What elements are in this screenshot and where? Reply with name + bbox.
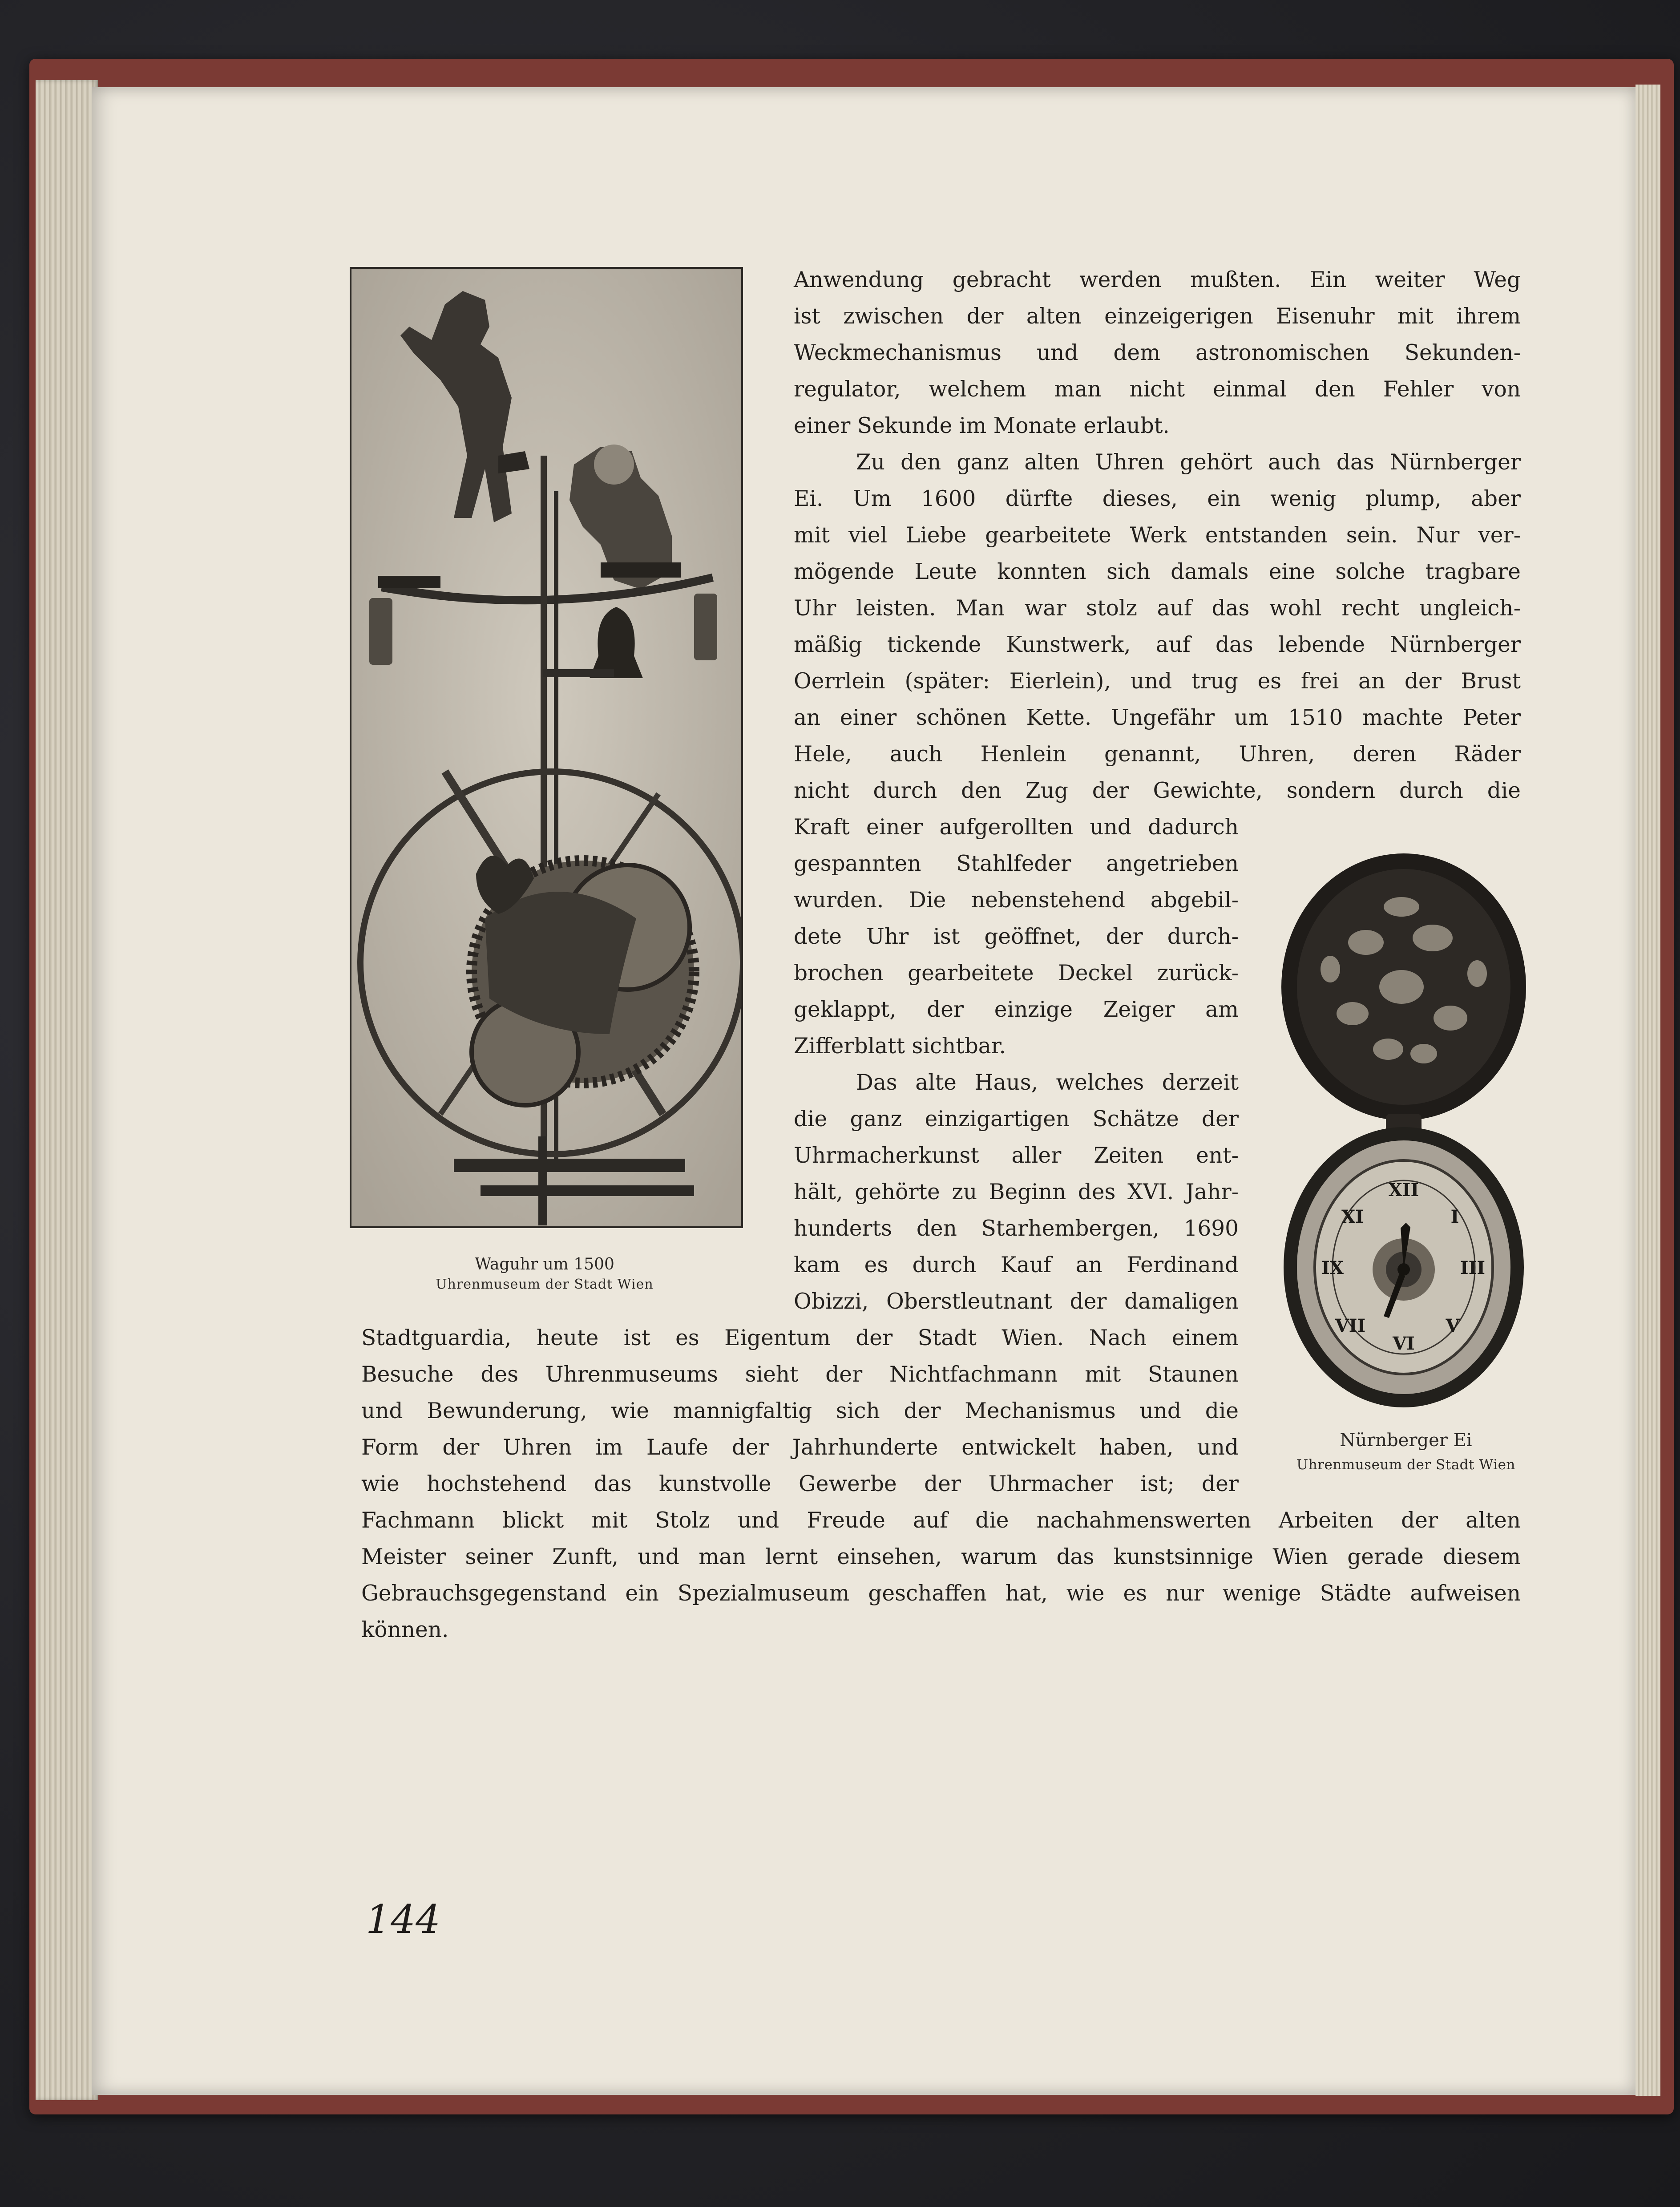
waguhr-caption-source: Uhrenmuseum der Stadt Wien bbox=[436, 1276, 654, 1292]
waguhr-caption-title: Waguhr um 1500 bbox=[475, 1255, 614, 1273]
body-line: Fachmann blickt mit Stolz und Freude auf die nachahmenswerten Arbeiten der alten bbox=[361, 1508, 1521, 1533]
body-line: hunderts den Starhembergen, 1690 bbox=[794, 1216, 1239, 1241]
body-line: wie hochstehend das kunstvolle Gewerbe der Uhrmacher ist; der bbox=[361, 1471, 1239, 1496]
body-line: nicht durch den Zug der Gewichte, sondern durch die bbox=[794, 778, 1521, 803]
page-edges-left bbox=[36, 80, 98, 2100]
body-line: geklappt, der einzige Zeiger am bbox=[794, 997, 1239, 1022]
body-text-upper bbox=[794, 262, 1521, 809]
body-line: die ganz einzigartigen Schätze der bbox=[794, 1107, 1239, 1132]
body-line: Gebrauchsgegenstand ein Spezialmuseum geschaffen hat, wie es nur wenige Städte aufweisen bbox=[361, 1581, 1521, 1606]
body-line: Obizzi, Oberstleutnant der damaligen bbox=[794, 1289, 1239, 1314]
body-line: regulator, welchem man nicht einmal den Fehler von bbox=[794, 377, 1521, 402]
svg-text:XI: XI bbox=[1341, 1206, 1364, 1227]
body-line: an einer schönen Kette. Ungefähr um 1510 machte Peter bbox=[794, 705, 1521, 730]
body-line: einer Sekunde im Monate erlaubt. bbox=[794, 413, 1170, 438]
nuernberger-ei-caption bbox=[1264, 1428, 1548, 1475]
body-line: Form der Uhren im Laufe der Jahrhunderte entwickelt haben, und bbox=[361, 1435, 1239, 1460]
body-line: können. bbox=[361, 1617, 449, 1642]
body-line: Oerrlein (später: Eierlein), und trug es frei an der Brust bbox=[794, 669, 1521, 694]
nuernberger-ei-caption-source: Uhrenmuseum der Stadt Wien bbox=[1296, 1457, 1515, 1473]
page-edges-right bbox=[1636, 85, 1660, 2096]
body-line: Kraft einer aufgerollten und dadurch bbox=[794, 815, 1239, 840]
svg-text:VI: VI bbox=[1393, 1333, 1415, 1354]
waguhr-photo bbox=[350, 267, 743, 1228]
body-line: gespannten Stahlfeder angetrieben bbox=[794, 851, 1239, 876]
body-text-full bbox=[361, 1502, 1521, 1648]
svg-text:XII: XII bbox=[1388, 1180, 1419, 1201]
body-text-middle bbox=[794, 809, 1239, 1320]
waguhr-illustration bbox=[351, 269, 741, 1226]
nuernberger-ei-photo bbox=[1277, 853, 1531, 1414]
body-line: mögende Leute konnten sich damals eine solche tragbare bbox=[794, 559, 1521, 584]
waguhr-caption bbox=[350, 1254, 739, 1293]
svg-text:I: I bbox=[1450, 1206, 1459, 1227]
svg-text:IX: IX bbox=[1321, 1257, 1344, 1278]
nuernberger-ei-illustration bbox=[1277, 853, 1531, 1414]
nuernberger-ei-caption-title: Nürnberger Ei bbox=[1340, 1430, 1472, 1451]
body-line: mit viel Liebe gearbeitete Werk entstanden sein. Nur ver- bbox=[794, 523, 1521, 548]
body-line: Anwendung gebracht werden mußten. Ein weiter Weg bbox=[794, 267, 1521, 292]
body-text-lower bbox=[361, 1320, 1239, 1502]
body-line: hält, gehörte zu Beginn des XVI. Jahr- bbox=[794, 1180, 1239, 1205]
body-line: und Bewunderung, wie mannigfaltig sich der Mechanismus und die bbox=[361, 1399, 1239, 1423]
body-line: ist zwischen der alten einzeigerigen Eisenuhr mit ihrem bbox=[794, 304, 1521, 329]
body-line: Zu den ganz alten Uhren gehört auch das Nürnberger bbox=[856, 450, 1521, 475]
body-line: Zifferblatt sichtbar. bbox=[794, 1034, 1006, 1059]
svg-text:VII: VII bbox=[1335, 1315, 1366, 1336]
body-line: dete Uhr ist geöffnet, der durch- bbox=[794, 924, 1239, 949]
body-line: mäßig tickende Kunstwerk, auf das lebende Nürnberger bbox=[794, 632, 1521, 657]
body-line: Besuche des Uhrenmuseums sieht der Nichtfachmann mit Staunen bbox=[361, 1362, 1239, 1387]
body-line: Uhrmacherkunst aller Zeiten ent- bbox=[794, 1143, 1239, 1168]
body-line: Ei. Um 1600 dürfte dieses, ein wenig plump, aber bbox=[794, 486, 1521, 511]
body-line: Meister seiner Zunft, und man lernt einsehen, warum das kunstsinnige Wien gerade diesem bbox=[361, 1544, 1521, 1569]
body-line: Uhr leisten. Man war stolz auf das wohl recht ungleich- bbox=[794, 596, 1521, 621]
svg-text:III: III bbox=[1460, 1257, 1486, 1278]
svg-text:V: V bbox=[1446, 1315, 1460, 1336]
body-line: brochen gearbeitete Deckel zurück- bbox=[794, 961, 1239, 986]
body-line: kam es durch Kauf an Ferdinand bbox=[794, 1253, 1239, 1277]
body-line: Stadtguardia, heute ist es Eigentum der Stadt Wien. Nach einem bbox=[361, 1326, 1239, 1350]
body-line: Hele, auch Henlein genannt, Uhren, deren Räder bbox=[794, 742, 1521, 767]
body-line: Weckmechanismus und dem astronomischen Sekunden- bbox=[794, 340, 1521, 365]
body-line: wurden. Die nebenstehend abgebil- bbox=[794, 888, 1239, 913]
page-number: 144 bbox=[366, 1896, 440, 1942]
body-line: Das alte Haus, welches derzeit bbox=[856, 1070, 1239, 1095]
